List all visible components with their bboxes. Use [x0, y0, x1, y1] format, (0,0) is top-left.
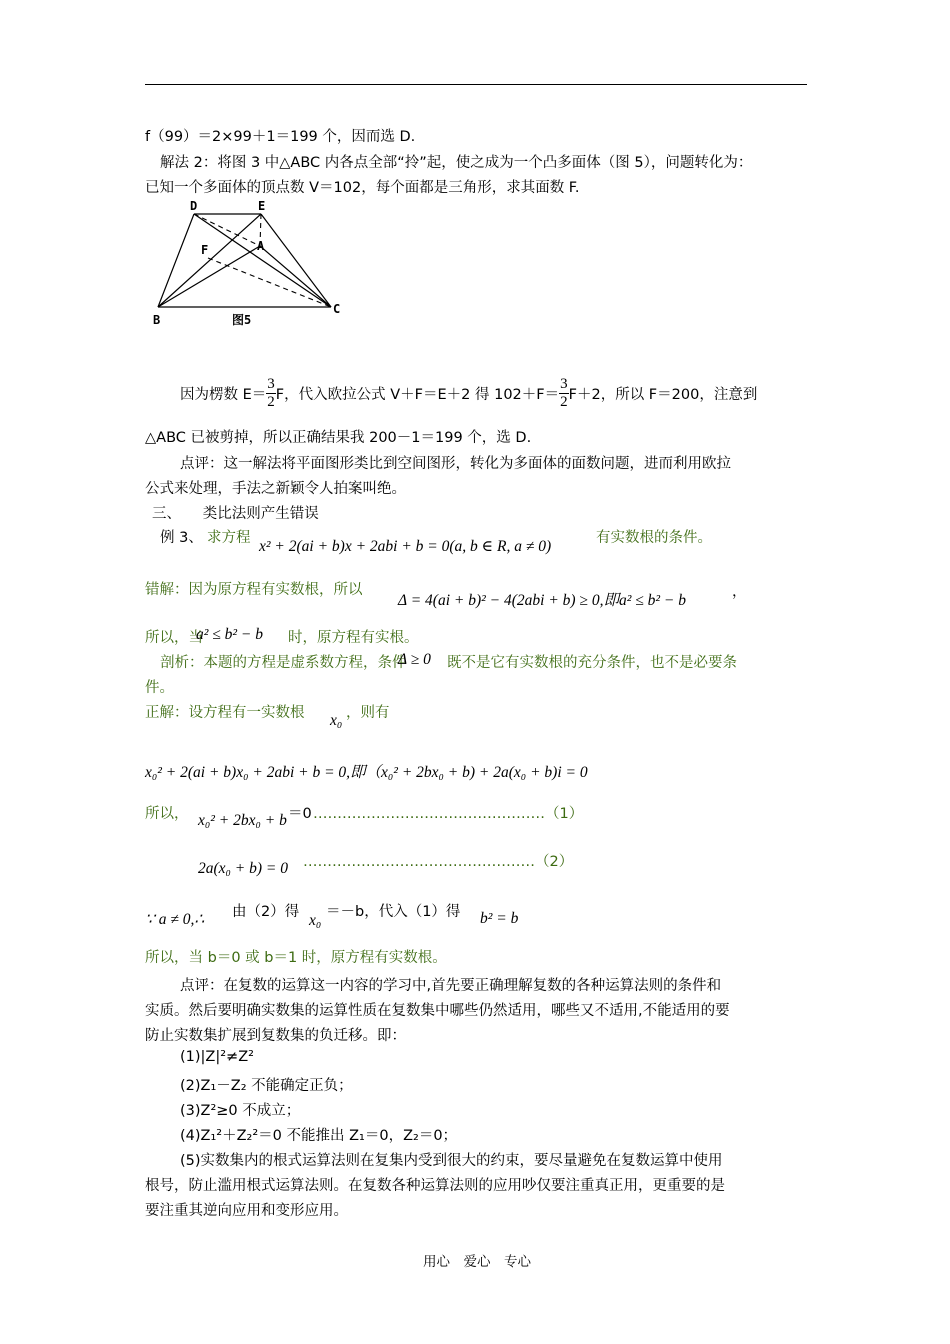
analysis-text: 剖析：本题的方程是虚系数方程，条件 — [160, 655, 407, 671]
label-d: D — [190, 199, 198, 213]
edge-dc — [194, 214, 331, 307]
fraction-3-2: $\frac{3}{2}$ — [267, 376, 275, 410]
text-line: f（99）＝2×99＋1＝199 个，因而选 D. — [145, 129, 416, 145]
derivation-text: 由（2）得 — [232, 904, 300, 920]
label-c: C — [333, 302, 341, 316]
wrong-solution-text: 错解：因为原方程有实数根，所以 — [145, 582, 363, 598]
analysis-text: 既不是它有实数根的充分条件，也不是必要条 — [447, 655, 737, 671]
list-item-continued: 要注重其逆向应用和变形应用。 — [145, 1203, 348, 1219]
wrong-solution-formula: a² ≤ b² − b — [196, 626, 264, 643]
correct-solution-text: ，则有 — [346, 705, 390, 721]
label-e: E — [258, 199, 266, 213]
text-line: 解法 2：将图 3 中△ABC 内各点全部“拎”起，使之成为一个凸多面体（图 5），问题转化为： — [160, 155, 753, 171]
text-line: 已知一个多面体的顶点数 V＝102，每个面都是三角形，求其面数 F. — [145, 180, 580, 196]
equation-2-dots: …………………………………………（2） — [303, 854, 574, 870]
equation-1: x₀² + 2bx₀ + b — [198, 812, 287, 829]
list-item: (2)Z₁－Z₂ 不能确定正负； — [180, 1078, 353, 1094]
because-therefore: ∵ a ≠ 0,∴ — [145, 911, 205, 928]
comment-line: 公式来处理，手法之新颖令人拍案叫绝。 — [145, 481, 406, 497]
comment-line: 防止实数集扩展到复数集的负迁移。即： — [145, 1028, 406, 1044]
euler-part3: F＋2，所以 F＝200，注意到 — [568, 387, 758, 403]
label-b: B — [153, 313, 161, 327]
comment-line: 实质。然后要明确实数集的运算性质在复数集中哪些仍然适用，哪些又不适用,不能适用的要 — [145, 1003, 730, 1019]
euler-part2: F，代入欧拉公式 V＋F＝E＋2 得 102＋F＝ — [275, 387, 560, 403]
analysis-text: 件。 — [145, 680, 174, 696]
figure-5-polyhedron — [148, 196, 358, 336]
equation-2: 2a(x₀ + b) = 0 — [198, 860, 289, 877]
label-a: A — [257, 239, 265, 253]
x0-symbol: x₀ — [309, 912, 322, 929]
edge-ac — [260, 246, 331, 307]
page-footer: 用心 爱心 专心 — [423, 1254, 531, 1270]
correct-solution-text: 所以， — [145, 806, 189, 822]
example3-text: 求方程 — [207, 530, 251, 546]
list-item-continued: 根号，防止滥用根式运算法则。在复数各种运算法则的应用吵仅要注重真正用，更重要的是 — [145, 1178, 725, 1194]
figure-caption: 图5 — [232, 313, 252, 327]
comment-line: 点评：这一解法将平面图形类比到空间图形，转化为多面体的面数问题，进而利用欧拉 — [180, 456, 731, 472]
section-heading: 三、 类比法则产生错误 — [152, 506, 319, 522]
conclusion: 所以，当 b＝0 或 b＝1 时，原方程有实数根。 — [145, 950, 447, 966]
equation-1-tail: ＝0 — [288, 806, 312, 822]
b-result: b² = b — [480, 910, 519, 927]
comment-line: 点评：在复数的运算这一内容的学习中,首先要正确理解复数的各种运算法则的条件和 — [180, 978, 722, 994]
label-f: F — [201, 243, 209, 257]
list-item: (3)Z²≥0 不成立； — [180, 1103, 301, 1119]
euler-line — [180, 376, 757, 411]
root-symbol: x₀ — [330, 712, 343, 729]
edge-da-hidden — [194, 214, 260, 246]
main-equation: x₀² + 2(ai + b)x₀ + 2abi + b = 0,即（x₀² + 2bx₀ + b) + 2a(x₀ + b)i = 0 — [145, 764, 588, 781]
euler-part1: 因为楞数 E＝ — [180, 387, 267, 403]
edge-ba — [158, 246, 260, 307]
edge-db — [158, 214, 194, 307]
example3-text: 有实数根的条件。 — [596, 530, 712, 546]
derivation-text: ＝－b，代入（1）得 — [326, 904, 461, 920]
comma: ， — [732, 584, 747, 600]
header-rule — [145, 84, 807, 85]
edge-be — [158, 214, 261, 307]
wrong-solution-formula: Δ = 4(ai + b)² − 4(2abi + b) ≥ 0,即a² ≤ b² − b — [398, 592, 686, 609]
equation-1-dots: …………………………………………（1） — [313, 806, 584, 822]
fraction-3-2: $\frac{3}{2}$ — [560, 376, 568, 410]
example3-equation: x² + 2(ai + b)x + 2abi + b = 0(a, b ∈ R, a ≠ 0) — [259, 538, 552, 555]
list-item: (5)实数集内的根式运算法则在复集内受到很大的约束，要尽量避免在复数运算中使用 — [180, 1153, 723, 1169]
list-item: (1)|Z|²≠Z² — [180, 1049, 254, 1065]
correct-solution-text: 正解：设方程有一实数根 — [145, 705, 305, 721]
wrong-solution-text: 时，原方程有实根。 — [288, 630, 419, 646]
text-line: △ABC 已被剪掉，所以正确结果我 200－1＝199 个，选 D. — [145, 430, 532, 446]
wrong-solution-text: 所以，当 — [145, 630, 203, 646]
example3-label: 例 3、 — [160, 530, 203, 546]
analysis-formula: Δ ≥ 0 — [398, 651, 431, 668]
list-item: (4)Z₁²＋Z₂²＝0 不能推出 Z₁＝0，Z₂＝0； — [180, 1128, 458, 1144]
